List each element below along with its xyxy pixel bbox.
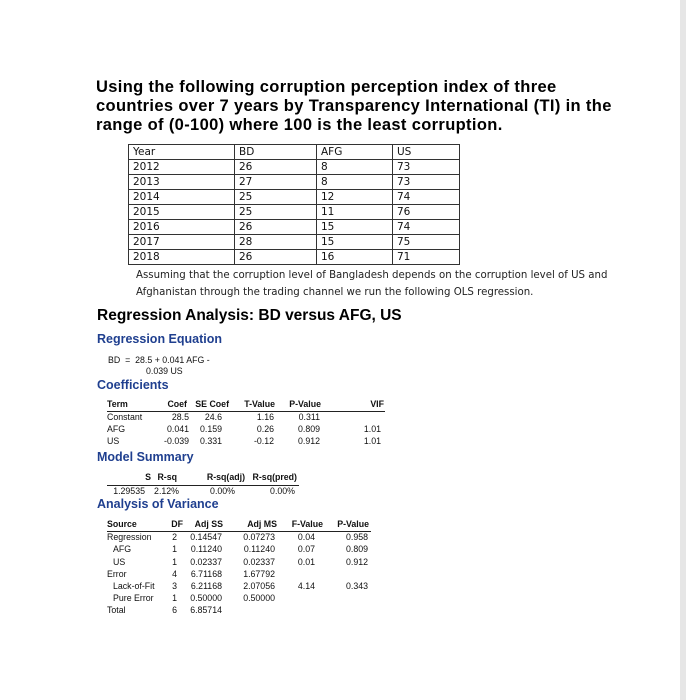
coefficients-header-row (107, 399, 385, 412)
table-cell: 2017 (129, 235, 235, 250)
anova-header-row (107, 519, 371, 532)
table-cell: 25 (235, 205, 317, 220)
table-cell: 0.00% (270, 486, 295, 496)
table-cell: 1 (172, 556, 177, 567)
assumption-text: Assuming that the corruption level of Bangladesh depends on the corruption level of US and Afghanistan through the trading channel we run the following OLS regression. (136, 270, 608, 298)
cpi-row (129, 250, 460, 265)
table-cell: 0.809 (345, 544, 368, 555)
table-cell: Lack-of-Fit (113, 581, 155, 591)
table-cell: US (393, 145, 460, 160)
anova-row (107, 581, 371, 593)
column-header: Adj MS (247, 519, 277, 529)
table-cell: 2016 (129, 220, 235, 235)
coefficients-heading: Coefficients (97, 378, 169, 392)
table-cell: 1.01 (363, 436, 381, 446)
table-cell: 15 (317, 235, 393, 250)
anova-row (107, 532, 371, 544)
table-cell: 0.00% (210, 486, 235, 496)
table-cell: 3 (172, 581, 177, 591)
table-cell: 16 (317, 250, 393, 265)
regression-title: Regression Analysis: BD versus AFG, US (97, 307, 402, 324)
table-cell: 25 (235, 190, 317, 205)
table-cell: AFG (107, 424, 126, 434)
cpi-row (129, 235, 460, 250)
column-header: P-Value (289, 399, 321, 409)
table-cell: 2015 (129, 205, 235, 220)
table-cell: 28 (235, 235, 317, 250)
table-cell: 4 (172, 568, 177, 579)
column-header: Term (107, 399, 128, 409)
table-cell: 0.311 (298, 412, 320, 422)
coefficients-row (107, 436, 385, 448)
coefficients-table (107, 399, 385, 453)
table-cell: 0.07 (297, 544, 315, 555)
table-cell: 28.5 (171, 412, 189, 422)
column-header: SE Coef (195, 399, 229, 409)
cpi-table (128, 144, 460, 265)
table-cell: 2.07056 (243, 581, 275, 591)
column-header: R-sq (157, 472, 177, 482)
table-cell: 0.343 (345, 581, 368, 591)
table-cell: 26 (235, 250, 317, 265)
table-cell: 8 (317, 160, 393, 175)
table-cell: 0.331 (199, 436, 222, 446)
table-cell: 76 (393, 205, 460, 220)
column-header: S (145, 472, 151, 482)
table-cell: 1.67792 (243, 568, 275, 579)
table-cell: 0.01 (297, 556, 315, 567)
table-cell: Error (107, 568, 127, 579)
anova-row (107, 544, 371, 556)
table-cell: 1 (172, 544, 177, 555)
equation-heading: Regression Equation (97, 332, 223, 346)
table-cell: Year (129, 145, 235, 160)
table-cell: 0.14547 (190, 532, 222, 543)
table-cell: 2.12% (154, 486, 179, 496)
table-cell: 2012 (129, 160, 235, 175)
table-cell: Total (107, 605, 126, 616)
table-cell: 6.85714 (190, 605, 222, 616)
table-cell: 1 (172, 593, 177, 604)
coefficients-row (107, 412, 385, 424)
table-cell: 74 (393, 190, 460, 205)
table-cell: 0.912 (345, 556, 368, 567)
table-cell: 15 (317, 220, 393, 235)
table-cell: Constant (107, 412, 143, 422)
table-cell: 11 (317, 205, 393, 220)
table-cell: 1.01 (363, 424, 381, 434)
table-cell: Pure Error (113, 593, 154, 604)
table-cell: 26 (235, 220, 317, 235)
table-cell: -0.039 (164, 436, 189, 446)
table-cell: 0.11240 (190, 544, 222, 555)
table-cell: 0.159 (199, 424, 222, 434)
table-cell: 12 (317, 190, 393, 205)
equation-line-1: BD = 28.5 + 0.041 AFG - (108, 355, 210, 365)
table-cell: AFG (317, 145, 393, 160)
coefficients-row (107, 424, 385, 436)
table-cell: 2018 (129, 250, 235, 265)
table-cell: 71 (393, 250, 460, 265)
cpi-header-row (129, 145, 460, 160)
column-header: R-sq(pred) (252, 472, 297, 482)
table-cell: 0.11240 (243, 544, 275, 555)
anova-row (107, 593, 371, 605)
regression-equation (108, 355, 210, 377)
table-cell: 75 (393, 235, 460, 250)
table-cell: 8 (317, 175, 393, 190)
equation-line-2: 0.039 US (146, 366, 183, 376)
table-cell: 2014 (129, 190, 235, 205)
table-cell: 6 (172, 605, 177, 616)
model-summary-table (107, 472, 299, 500)
table-cell: Regression (107, 532, 152, 543)
table-cell: 4.14 (297, 581, 315, 591)
cpi-row (129, 190, 460, 205)
anova-heading: Analysis of Variance (97, 497, 219, 511)
table-cell: 6.71168 (190, 568, 222, 579)
column-header: R-sq(adj) (206, 472, 245, 482)
table-cell: 26 (235, 160, 317, 175)
page-edge-shadow (680, 0, 686, 700)
table-cell: 74 (393, 220, 460, 235)
table-cell: 6.21168 (190, 581, 222, 591)
table-cell: 2013 (129, 175, 235, 190)
column-header: DF (171, 519, 183, 529)
table-cell: 0.04 (297, 532, 315, 543)
column-header: Source (107, 519, 137, 529)
table-cell: 0.958 (345, 532, 368, 543)
table-cell: 0.02337 (243, 556, 275, 567)
table-cell: 0.809 (297, 424, 320, 434)
question-text: Using the following corruption perception index of three countries over 7 years by Transparency International (TI) in the range of (0-100) where 100 is the least corruption. (96, 78, 612, 134)
table-cell: 0.50000 (243, 593, 275, 604)
table-cell: BD (235, 145, 317, 160)
column-header: T-Value (244, 399, 275, 409)
table-cell: 1.29535 (113, 486, 145, 496)
table-cell: 0.50000 (190, 593, 222, 604)
table-cell: 0.912 (297, 436, 320, 446)
model-summary-heading: Model Summary (97, 450, 194, 464)
cpi-row (129, 175, 460, 190)
table-cell: 1.16 (256, 412, 274, 422)
column-header: Adj SS (194, 519, 223, 529)
cpi-row (129, 160, 460, 175)
table-cell: -0.12 (253, 436, 274, 446)
table-cell: 0.02337 (190, 556, 222, 567)
table-cell: 27 (235, 175, 317, 190)
anova-table (107, 519, 371, 621)
table-cell: 0.041 (166, 424, 189, 434)
table-cell: 24.6 (204, 412, 222, 422)
cpi-row (129, 205, 460, 220)
table-cell: US (113, 556, 126, 567)
table-cell: AFG (113, 544, 132, 555)
table-cell: 0.26 (256, 424, 274, 434)
table-cell: 0.07273 (243, 532, 275, 543)
anova-row (107, 557, 371, 569)
table-cell: 73 (393, 160, 460, 175)
column-header: P-Value (337, 519, 369, 529)
column-header: F-Value (291, 519, 323, 529)
table-cell: US (107, 436, 120, 446)
table-cell: 2 (172, 532, 177, 543)
cpi-row (129, 220, 460, 235)
table-cell: 73 (393, 175, 460, 190)
column-header: VIF (370, 399, 384, 409)
column-header: Coef (167, 399, 187, 409)
anova-row (107, 605, 371, 617)
model-summary-header-row (107, 472, 299, 486)
anova-row (107, 569, 371, 581)
